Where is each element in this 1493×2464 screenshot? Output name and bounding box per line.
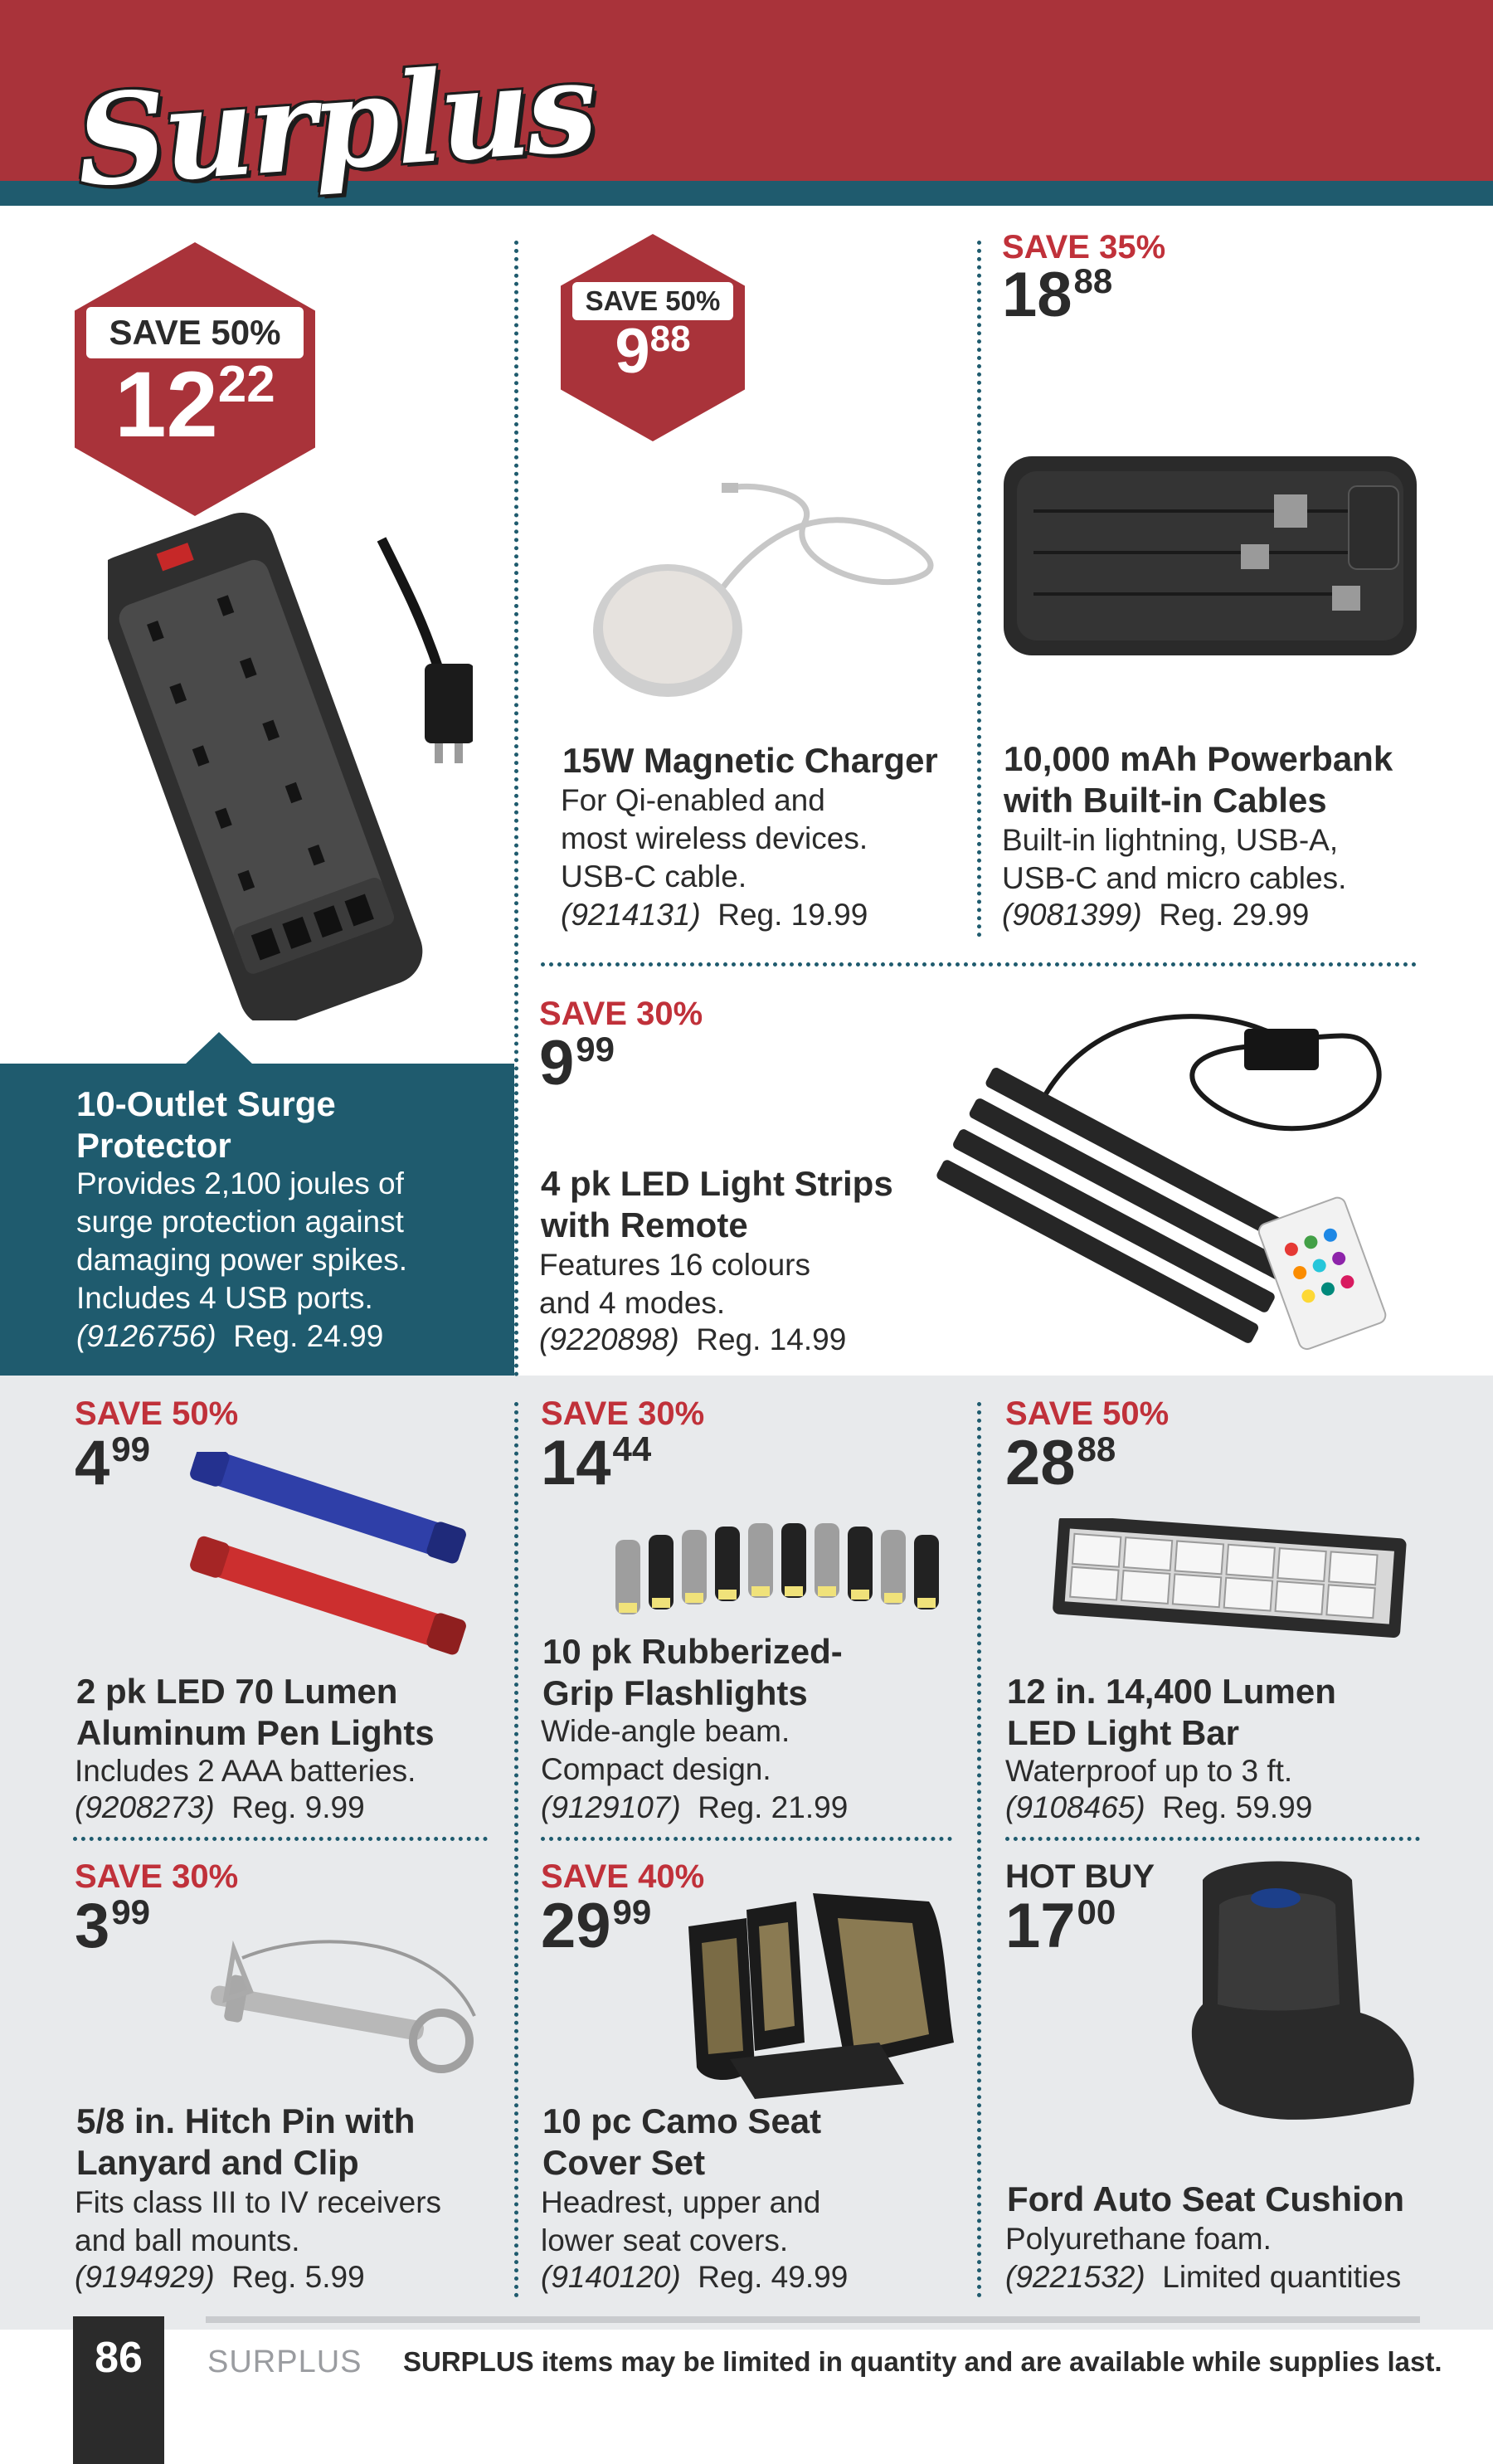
product-description: Provides 2,100 joules of surge protection against damaging power spikes. Includes 4 USB ports.	[76, 1166, 407, 1315]
product-sku-reg: (9126756) Reg. 24.99	[76, 1319, 384, 1353]
row-divider	[1005, 1837, 1420, 1841]
product-sku-reg: (9108465) Reg. 59.99	[1005, 1790, 1313, 1824]
product-description: Includes 2 AAA batteries.	[75, 1754, 416, 1788]
price: $9^{99}$	[539, 1028, 615, 1098]
product-title: 15W Magnetic Charger	[562, 741, 938, 780]
surplus-logo: Surplus	[71, 33, 599, 216]
save-label: SAVE 30%	[541, 1395, 705, 1432]
product-title: 5/8 in. Hitch Pin with Lanyard and Clip	[76, 2101, 416, 2182]
pen-lights-image	[171, 1452, 478, 1668]
product-description: Waterproof up to 3 ft.	[1005, 1754, 1293, 1788]
product-description: Polyurethane foam.	[1005, 2222, 1272, 2256]
product-sku-reg: (9214131) Reg. 19.99	[561, 898, 868, 932]
product-sku-reg: (9208273) Reg. 9.99	[75, 1790, 365, 1824]
hot-buy-label: HOT BUY	[1005, 1858, 1155, 1895]
save-label: SAVE 40%	[541, 1858, 705, 1895]
price: $18^{88}$	[1002, 260, 1113, 330]
product-description: Wide-angle beam. Compact design.	[541, 1714, 790, 1786]
product-description: Built-in lightning, USB-A, USB-C and micro cables.	[1002, 823, 1347, 895]
price: $28^{88}$	[1005, 1428, 1116, 1498]
light-bar-image	[1047, 1518, 1412, 1643]
column-divider	[977, 241, 981, 937]
product-sku-reg: (9140120) Reg. 49.99	[541, 2260, 849, 2294]
flashlights-image	[556, 1507, 962, 1623]
product-sku-reg: (9221532) Limited quantities	[1005, 2260, 1402, 2294]
powerbank-image	[1000, 453, 1420, 660]
price: $14^{44}$	[541, 1428, 652, 1498]
product-title: 4 pk LED Light Strips with Remote	[541, 1164, 893, 1244]
row-divider	[73, 1837, 488, 1841]
save-label: SAVE 30%	[75, 1858, 239, 1895]
price: $3^{99}$	[75, 1891, 150, 1961]
price: $4^{99}$	[75, 1428, 150, 1498]
column-divider	[514, 1402, 518, 2298]
product-description: Headrest, upper and lower seat covers.	[541, 2185, 821, 2257]
column-divider	[977, 1402, 981, 2298]
product-title: 10-Outlet Surge Protector	[76, 1084, 336, 1165]
product-title: 10 pc Camo Seat Cover Set	[542, 2101, 822, 2182]
product-description: Features 16 colours and 4 modes.	[539, 1248, 811, 1320]
product-title: 2 pk LED 70 Lumen Aluminum Pen Lights	[76, 1672, 435, 1752]
seat-covers-image	[680, 1877, 962, 2101]
product-sku-reg: (9194929) Reg. 5.99	[75, 2260, 365, 2294]
price: $12^{22}$	[114, 353, 275, 456]
price: $17^{00}$	[1005, 1891, 1116, 1961]
product-title: 10,000 mAh Powerbank with Built-in Cables	[1004, 739, 1393, 820]
save-label: SAVE 30%	[539, 996, 703, 1032]
row-divider	[541, 1837, 952, 1841]
footer-section-name: SURPLUS	[207, 2345, 362, 2379]
row-divider	[541, 962, 1417, 967]
panel-notch	[184, 1032, 254, 1065]
save-badge-label: SAVE 50%	[86, 307, 304, 358]
product-description: For Qi-enabled and most wireless devices. USB-C cable.	[561, 783, 868, 894]
column-divider	[514, 241, 518, 1377]
price: $9^{88}$	[615, 316, 691, 387]
save-label: SAVE 35%	[1002, 229, 1166, 265]
product-title: 12 in. 14,400 Lumen LED Light Bar	[1007, 1672, 1336, 1752]
product-sku-reg: (9220898) Reg. 14.99	[539, 1322, 847, 1356]
product-sku-reg: (9081399) Reg. 29.99	[1002, 898, 1310, 932]
price: $29^{99}$	[541, 1891, 652, 1961]
save-badge-label: SAVE 50%	[572, 282, 733, 320]
led-strips-image	[929, 996, 1402, 1361]
seat-cushion-image	[1170, 1855, 1427, 2129]
product-title: Ford Auto Seat Cushion	[1007, 2179, 1405, 2218]
wireless-charger-image	[556, 473, 970, 705]
product-description: Fits class III to IV receivers and ball mounts.	[75, 2185, 442, 2257]
save-label: SAVE 50%	[1005, 1395, 1170, 1432]
save-label: SAVE 50%	[75, 1395, 239, 1432]
power-strip-image	[108, 489, 473, 1020]
footer-disclaimer: SURPLUS items may be limited in quantity and are available while supplies last.	[403, 2346, 1442, 2377]
page-number: 86	[95, 2334, 143, 2382]
product-sku-reg: (9129107) Reg. 21.99	[541, 1790, 849, 1824]
product-title: 10 pk Rubberized- Grip Flashlights	[542, 1632, 843, 1712]
footer-rule	[206, 2316, 1420, 2323]
hitch-pin-image	[192, 1925, 491, 2082]
